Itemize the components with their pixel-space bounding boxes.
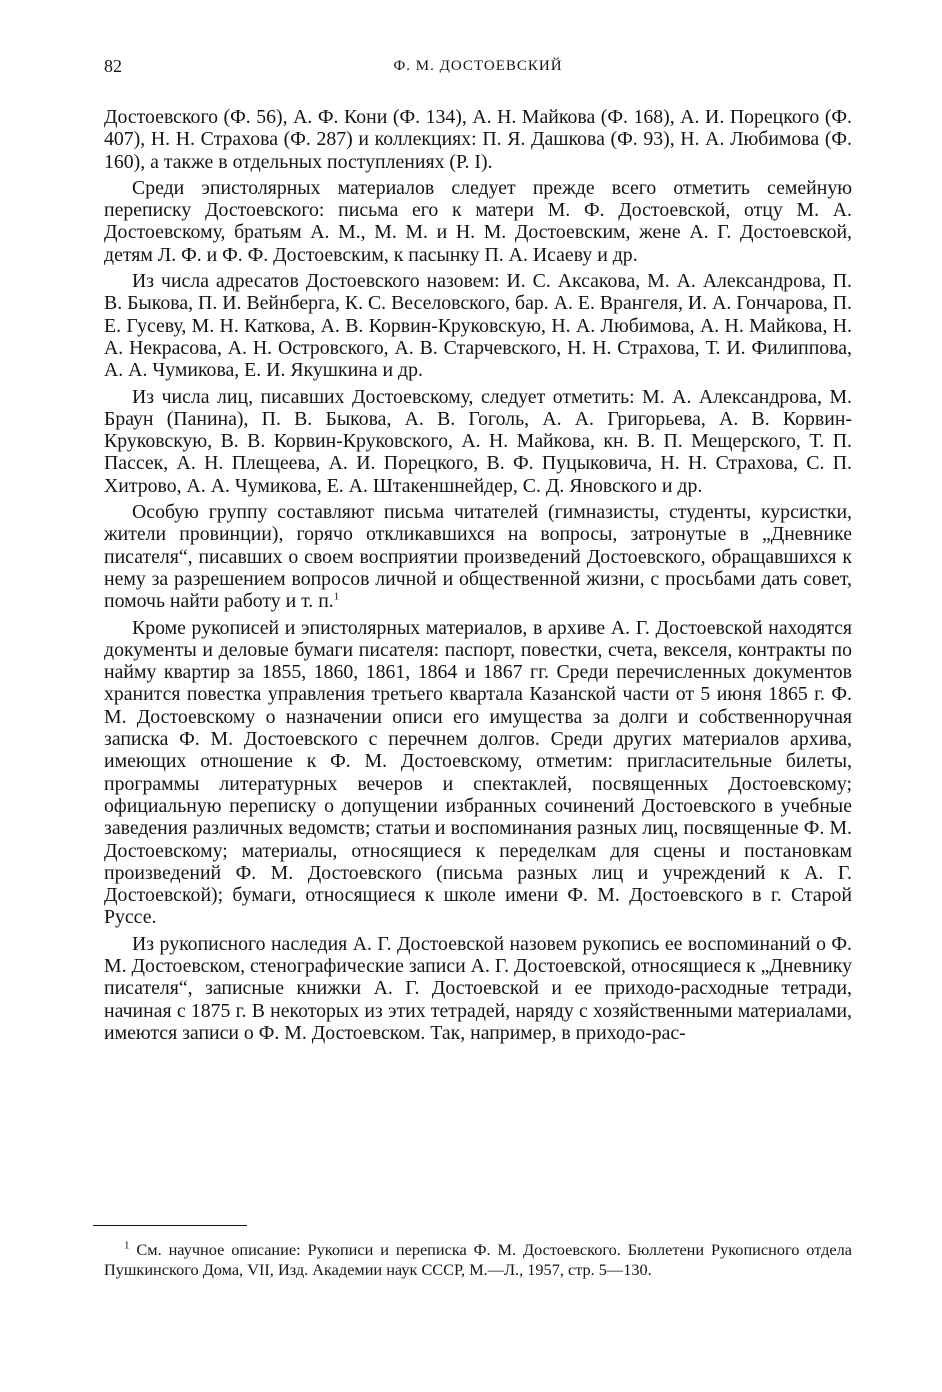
paragraph-readers-letters-text: Особую группу составляют письма читателей (гимназисты, студенты, курсистки, жители провинции), горячо откликавшихся на вопросы, затронутые в „Дневнике писателя“, писавших о своем восприятии произведений Достоевского, обращавшихся к нему за разрешением вопросов личной и общественной жизни, с просьбами дать совет, помочь найти работу и т. п.: [104, 501, 852, 613]
paragraph-archive-funds: Достоевского (Ф. 56), А. Ф. Кони (Ф. 134), А. Н. Майкова (Ф. 168), А. И. Порецкого (Ф. 407), Н. Н. Страхова (Ф. 287) и коллекциях: П. Я. Дашкова (Ф. 93), Н. А. Любимова (Ф. 160), а также в отдельных поступлениях (Р. I).: [104, 106, 852, 173]
page-header: [104, 56, 852, 80]
footnote-divider: [93, 1225, 247, 1226]
footnote: [104, 1240, 852, 1279]
paragraph-documents: Кроме рукописей и эпистолярных материалов, в архиве А. Г. Достоевской находятся документы и деловые бумаги писателя: паспорт, повестки, счета, векселя, контракты по найму квартир за 1855, 1860, 1861, 1864 и 1867 гг. Среди перечисленных документов хранится повестка управления третьего квартала Казанской части от 5 июня 1865 г. Ф. М. Достоевскому о назначении описи его имущества за долги и собственноручная записка Ф. М. Достоевского с перечнем долгов. Среди других материалов архива, имеющих отношение к Ф. М. Достоевскому, отметим: пригласительные билеты, программы литературных вечеров и спектаклей, посвященных Достоевскому; официальную переписку о допущении избранных сочинений Достоевского в учебные заведения различных ведомств; статьи и воспоминания разных лиц, посвященные Ф. М. Достоевскому; материалы, относящиеся к переделкам для сцены и постановкам произведений Ф. М. Достоевского (письма разных лиц и учреждений к А. Г. Достоевской); бумаги, относящиеся к школе имени Ф. М. Достоевского в г. Старой Руссе.: [104, 616, 852, 929]
paragraph-readers-letters: [104, 501, 852, 612]
footnote-text: См. научное описание: Рукописи и переписка Ф. М. Достоевского. Бюллетени Рукописного отдела Пушкинского Дома, VII, Изд. Академии наук СССР, М.—Л., 1957, стр. 5—130.: [104, 1240, 852, 1279]
paragraph-manuscripts: Из рукописного наследия А. Г. Достоевской назовем рукопись ее воспоминаний о Ф. М. Достоевском, стенографические записи А. Г. Достоевской, относящиеся к „Дневнику писателя“, записные книжки А. Г. Достоевской и ее приходо-расходные тетради, начиная с 1875 г. В некоторых из этих тетрадей, наряду с хозяйственными материалами, имеются записи о Ф. М. Достоевском. Так, например, в приходо-рас-: [104, 932, 852, 1044]
page-number: 82: [104, 56, 122, 76]
running-title: Ф. М. ДОСТОЕВСКИЙ: [393, 58, 563, 74]
paragraph-correspondents: Из числа лиц, писавших Достоевскому, следует отметить: М. А. Александрова, М. Браун (Панина), П. В. Быкова, А. В. Гоголь, А. А. Григорьева, А. В. Корвин-Круковскую, В. В. Корвин-Круковского, А. Н. Майкова, кн. В. П. Мещерского, Т. П. Пассек, А. Н. Плещеева, А. И. Порецкого, В. Ф. Пуцыковича, Н. Н. Страхова, С. П. Хитрово, А. А. Чумикова, Е. А. Штакеншнейдер, С. Д. Яновского и др.: [104, 385, 852, 497]
paragraph-addressees: Из числа адресатов Достоевского назовем: И. С. Аксакова, М. А. Александрова, П. В. Быкова, П. И. Вейнберга, К. С. Веселовского, бар. А. Е. Врангеля, И. А. Гончарова, П. Е. Гусеву, М. Н. Каткова, А. В. Корвин-Круковскую, Н. А. Любимова, А. Н. Майкова, Н. А. Некрасова, А. Н. Островского, А. В. Старчевского, Н. Н. Страхова, Т. И. Филиппова, А. А. Чумикова, Е. И. Якушкина и др.: [104, 270, 852, 382]
main-text: [104, 106, 852, 1044]
paragraph-family-letters: Среди эпистолярных материалов следует прежде всего отметить семейную переписку Достоевского: письма его к матери М. Ф. Достоевской, отцу М. А. Достоевскому, братьям А. М., М. М. и Н. М. Достоевским, жене А. Г. Достоевской, детям Л. Ф. и Ф. Ф. Достоевским, к пасынку П. А. Исаеву и др.: [104, 176, 852, 266]
footnote-reference: 1: [333, 590, 340, 603]
footnote-marker: 1: [124, 1239, 130, 1252]
